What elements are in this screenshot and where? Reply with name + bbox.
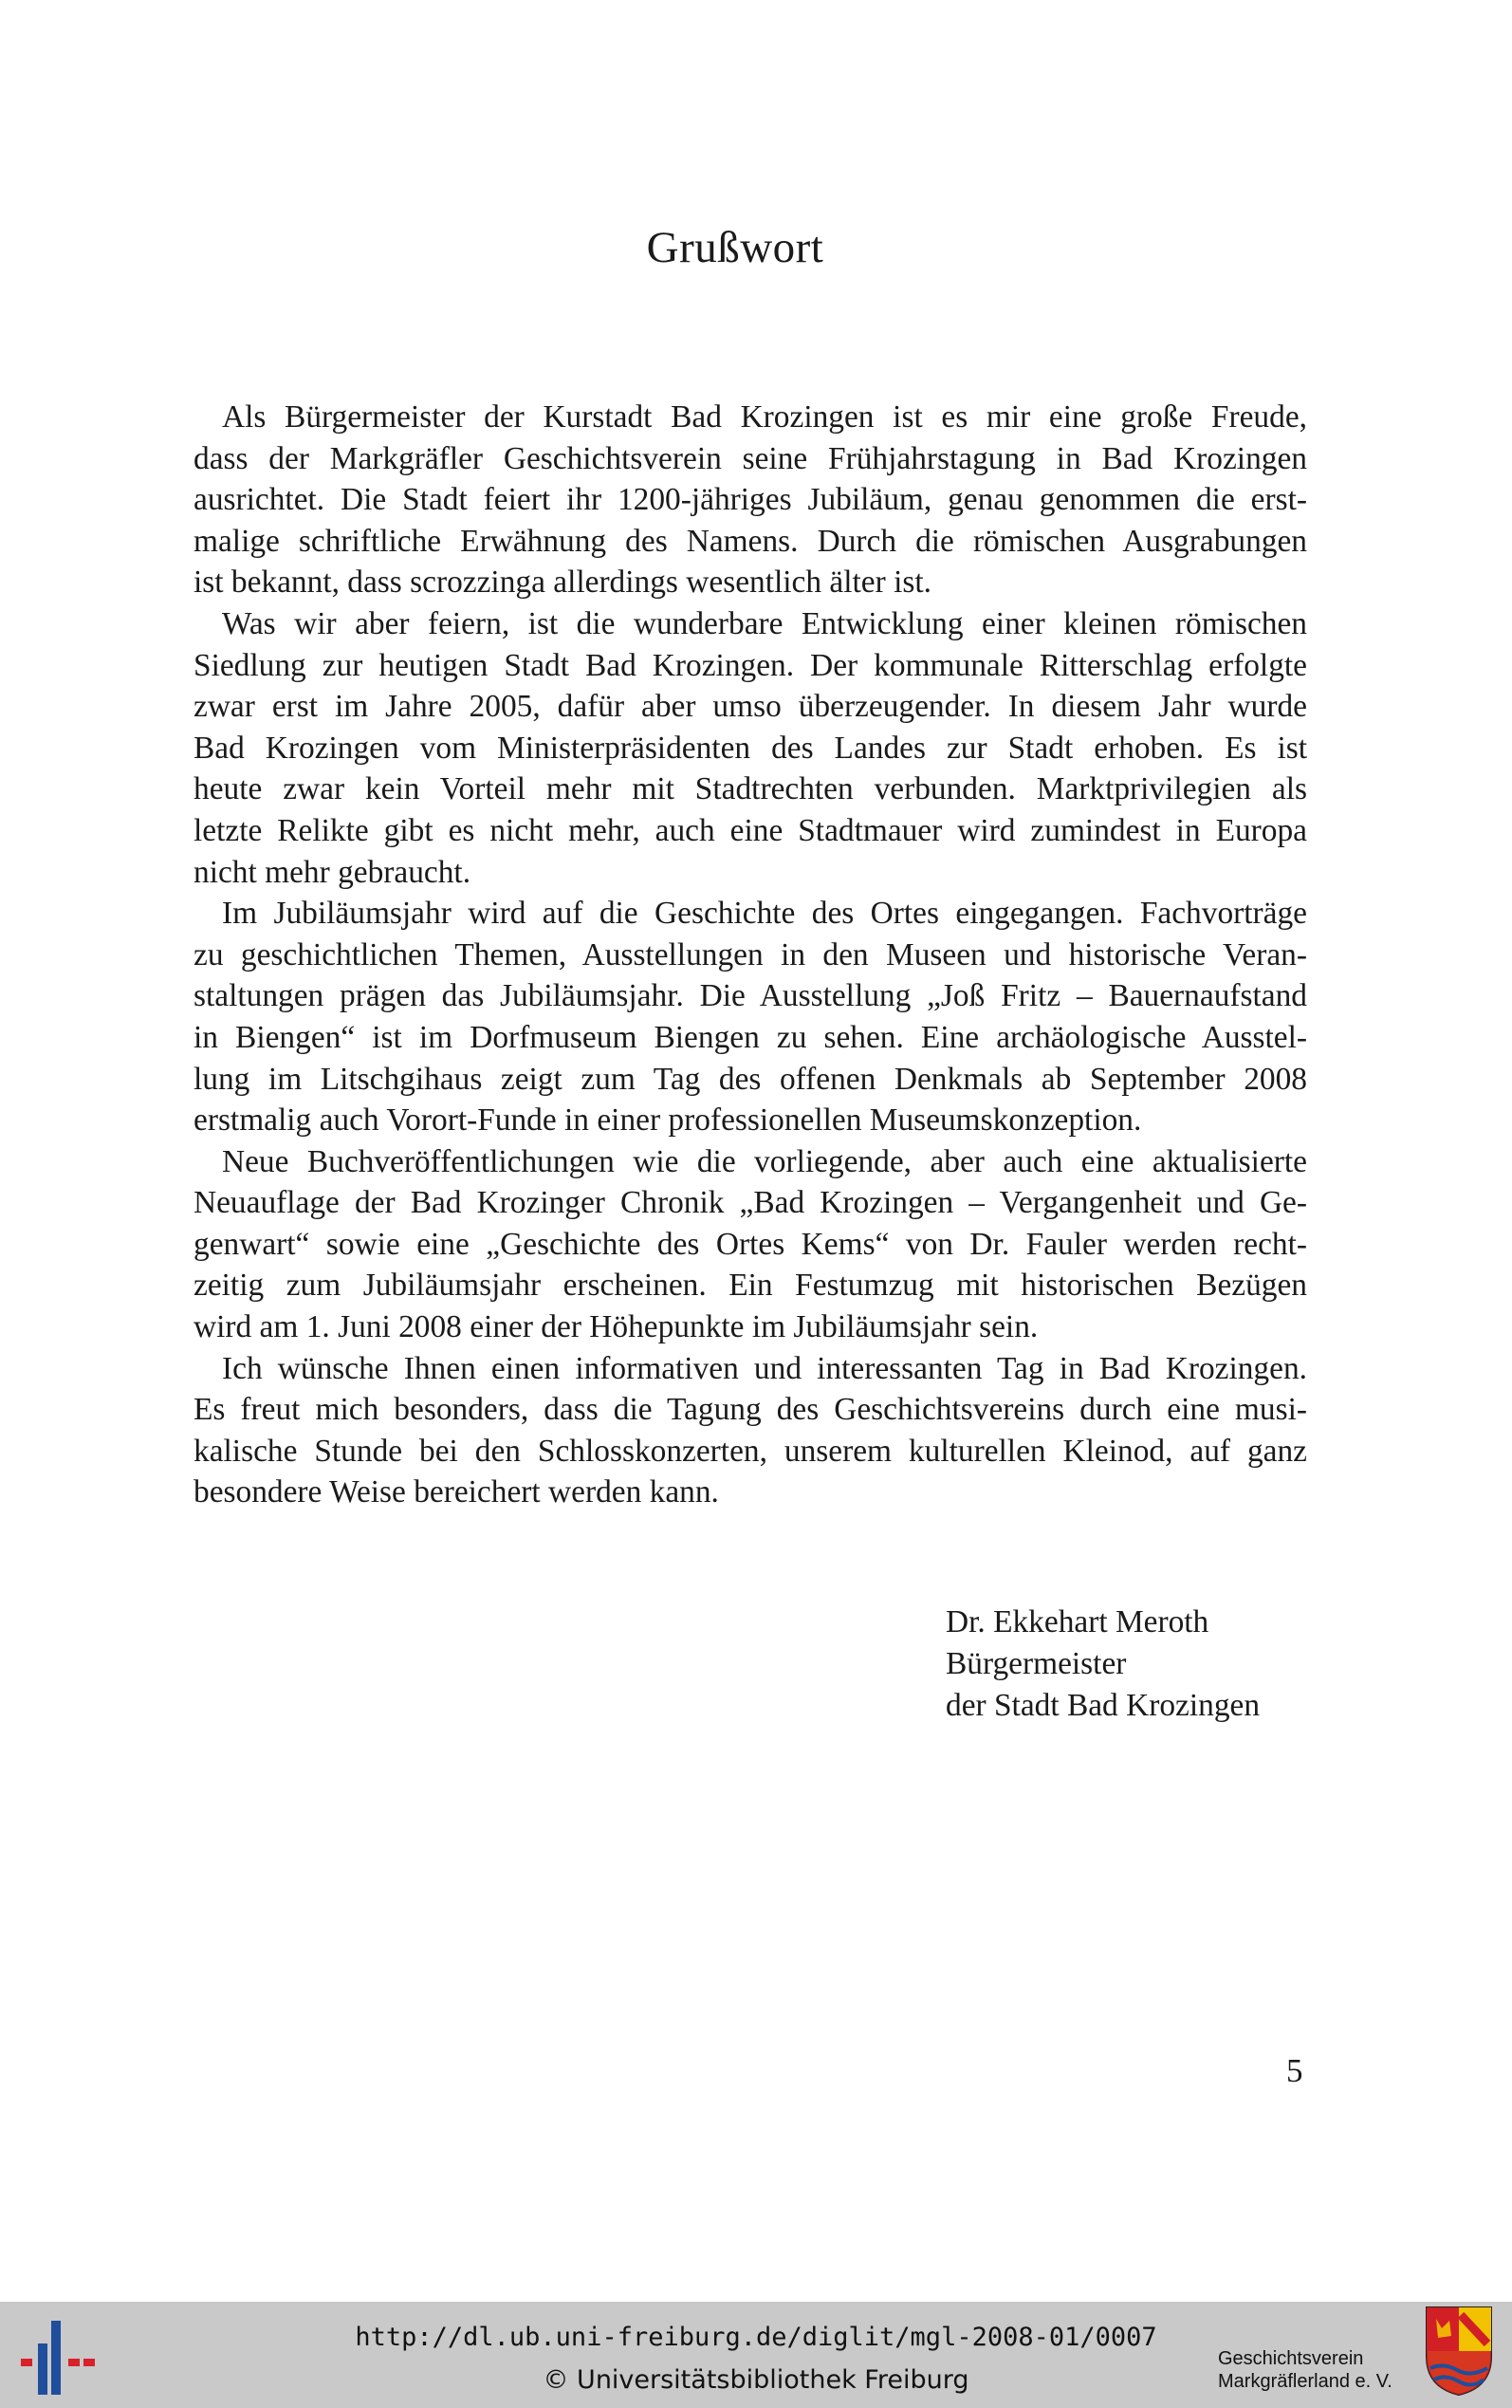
text-line: Im Jubiläumsjahr wird auf die Geschichte des Ortes eingegangen. Fachvorträge [222, 896, 1307, 932]
footer-url-link[interactable]: http://dl.ub.uni-freiburg.de/diglit/mgl-2008-01/0007 [355, 2323, 1157, 2352]
paragraph [165, 893, 1307, 1141]
text-line: Neue Buchveröffentlichungen wie die vorliegende, aber auch eine aktualisierte [222, 1143, 1307, 1179]
text-line: lung im Litschgihaus zeigt zum Tag des offenen Denkmals ab September 2008 [194, 1061, 1307, 1097]
text-line: Neuauflage der Bad Krozinger Chronik „Bad Krozingen – Vergangenheit und Ge- [194, 1185, 1307, 1221]
signature-block [946, 1602, 1260, 1727]
signature-role: Bürgermeister [946, 1646, 1127, 1681]
paragraph [165, 603, 1307, 893]
text-line: malige schriftliche Erwähnung des Namens. Durch die römischen Ausgrabungen [194, 523, 1307, 559]
text-line: staltungen prägen das Jubiläumsjahr. Die Ausstellung „Joß Fritz – Bauernaufstand [194, 978, 1307, 1014]
paragraph [165, 1348, 1307, 1513]
text-line: Ich wünsche Ihnen einen informativen und interessanten Tag in Bad Krozingen. [222, 1350, 1307, 1386]
text-line: Als Bürgermeister der Kurstadt Bad Krozingen ist es mir eine große Freude, [222, 399, 1307, 435]
text-line: zwar erst im Jahre 2005, dafür aber umso überzeugender. In diesem Jahr wurde [194, 689, 1307, 725]
page-number: 5 [1286, 2052, 1303, 2089]
footer-society-line2: Markgräflerland e. V. [1218, 2371, 1392, 2392]
text-line: Was wir aber feiern, ist die wunderbare Entwicklung einer kleinen römischen [222, 605, 1307, 641]
text-line: dass der Markgräfler Geschichtsverein seine Frühjahrstagung in Bad Krozingen [194, 440, 1307, 476]
text-line: erstmalig auch Vorort-Funde in einer professionellen Museumskonzeption. [194, 1102, 1142, 1139]
text-line: Bad Krozingen vom Ministerpräsidenten des Landes zur Stadt erhoben. Es ist [194, 730, 1307, 766]
footer-society-name [1218, 2347, 1392, 2393]
text-line: letzte Relikte gibt es nicht mehr, auch eine Stadtmauer wird zumindest in Europa [194, 812, 1307, 848]
text-line: heute zwar kein Vorteil mehr mit Stadtrechten verbunden. Marktprivilegien als [194, 771, 1307, 807]
paragraph [165, 397, 1307, 603]
text-line: genwart“ sowie eine „Geschichte des Ortes Kems“ von Dr. Fauler werden recht- [194, 1226, 1307, 1262]
body-text [165, 397, 1307, 1513]
text-line: Siedlung zur heutigen Stadt Bad Krozingen. Der kommunale Ritterschlag erfolgte [194, 647, 1307, 683]
text-line: besondere Weise bereichert werden kann. [194, 1474, 719, 1510]
text-line: wird am 1. Juni 2008 einer der Höhepunkte im Jubiläumsjahr sein. [194, 1309, 1039, 1345]
text-line: zeitig zum Jubiläumsjahr erscheinen. Ein Festumzug mit historischen Bezügen [194, 1268, 1307, 1304]
signature-org: der Stadt Bad Krozingen [946, 1688, 1261, 1723]
text-line: kalische Stunde bei den Schlosskonzerten, unserem kulturellen Kleinod, auf ganz [194, 1433, 1307, 1469]
page-title: Grußwort [646, 223, 824, 272]
paragraph [165, 1141, 1307, 1348]
text-line: nicht mehr gebraucht. [194, 854, 471, 890]
signature-name: Dr. Ekkehart Meroth [946, 1604, 1209, 1639]
text-line: zu geschichtlichen Themen, Ausstellungen in den Museen und historische Veran- [194, 936, 1307, 972]
footer-society-line1: Geschichtsverein [1218, 2348, 1364, 2369]
text-line: ist bekannt, dass scrozzinga allerdings wesentlich älter ist. [194, 565, 931, 601]
text-line: ausrichtet. Die Stadt feiert ihr 1200-jähriges Jubiläum, genau genommen die erst- [194, 482, 1307, 518]
footer-copyright: © Universitätsbibliothek Freiburg [543, 2365, 969, 2395]
text-line: in Biengen“ ist im Dorfmuseum Biengen zu sehen. Eine archäologische Ausstel- [194, 1019, 1307, 1055]
text-line: Es freut mich besonders, dass die Tagung des Geschichtsvereins durch eine musi- [194, 1392, 1307, 1428]
society-crest-icon [1425, 2306, 1493, 2397]
